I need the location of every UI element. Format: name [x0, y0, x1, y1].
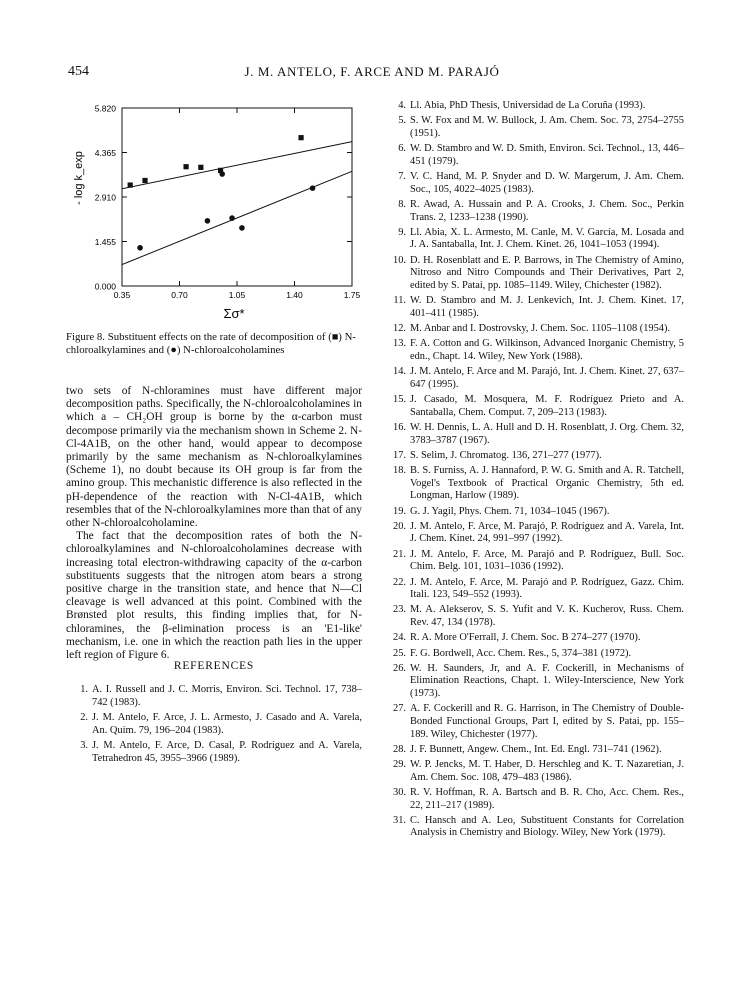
reference-number: 2. [80, 712, 88, 723]
reference-number: 28. [393, 743, 406, 755]
reference-item [384, 648, 684, 661]
reference-item [384, 227, 684, 252]
reference-text: J. Casado, M. Mosquera, M. F. Rodríguez Prieto and A. Santaballa, Chem. Comput. 7, 209–213 (1983). [410, 394, 684, 418]
x-tick-label: 1.40 [286, 290, 303, 300]
reference-text: Ll. Abia, PhD Thesis, Universidad de La Coruña (1993). [410, 100, 646, 111]
page-number: 454 [68, 64, 89, 79]
reference-number: 3. [80, 740, 88, 751]
reference-item [66, 712, 362, 737]
reference-number: 30. [393, 786, 406, 798]
reference-number: 16. [393, 421, 406, 433]
reference-item [384, 100, 684, 113]
data-point-circle [137, 245, 143, 251]
reference-number: 11. [393, 295, 406, 307]
fit-line [122, 171, 352, 264]
figure-8-chart [66, 96, 362, 328]
reference-text: J. M. Antelo, F. Arce, M. Parajó and P. Rodríguez, Gazz. Chim. Itali. 123, 549–552 (1993). [410, 576, 684, 601]
reference-text: J. M. Antelo, F. Arce, M. Parajó and P. Rodríguez, Bull. Soc. Chim. Belg. 101, 1031–1036 (1992). [410, 548, 684, 573]
y-tick-label: 4.365 [94, 148, 116, 158]
reference-number: 18. [393, 465, 406, 477]
y-axis [95, 104, 352, 292]
x-tick-label: 0.70 [171, 290, 188, 300]
reference-number: 1. [80, 684, 88, 695]
reference-item [384, 549, 684, 574]
reference-item [384, 366, 684, 391]
reference-item [384, 171, 684, 196]
reference-item [384, 759, 684, 784]
reference-number: 5. [398, 115, 406, 127]
reference-item [66, 740, 362, 765]
caption-label: Figure 8. [66, 331, 105, 343]
reference-item [384, 521, 684, 546]
reference-item [384, 632, 684, 645]
data-points [128, 135, 316, 251]
data-point-circle [310, 185, 316, 191]
reference-number: 26. [393, 662, 406, 674]
reference-item [384, 199, 684, 224]
data-point-square [298, 135, 303, 140]
reference-text: J. M. Antelo, F. Arce and M. Parajó, Int. J. Chem. Kinet. 27, 637–647 (1995). [410, 366, 684, 390]
running-head: J. M. ANTELO, F. ARCE AND M. PARAJÓ [244, 64, 500, 79]
reference-item [384, 577, 684, 602]
reference-item [384, 604, 684, 629]
fit-lines [122, 142, 352, 265]
reference-item [384, 815, 684, 840]
reference-text: R. V. Hoffman, R. A. Bartsch and B. R. Cho, Acc. Chem. Res., 22, 211–217 (1989). [410, 786, 684, 811]
reference-item [66, 684, 362, 709]
reference-number: 19. [393, 505, 406, 517]
reference-item [384, 115, 684, 140]
reference-item [384, 255, 684, 293]
reference-text: J. M. Antelo, F. Arce, D. Casal, P. Rodríguez and A. Varela, Tetrahedron 45, 3955–3966 (1989). [92, 740, 362, 764]
page-header [60, 64, 684, 84]
data-point-square [128, 182, 133, 187]
reference-text: W. H. Saunders, Jr, and A. F. Cockerill, in Mechanisms of Elimination Reactions, Chapt. 1. Wiley-Interscience, New York (1973). [410, 662, 684, 700]
reference-item [384, 394, 684, 419]
reference-number: 27. [393, 703, 406, 715]
y-tick-label: 5.820 [94, 103, 116, 114]
reference-text: W. D. Stambro and M. J. Lenkevich, Int. J. Chem. Kinet. 17, 401–411 (1985). [410, 295, 684, 319]
reference-number: 23. [393, 604, 406, 616]
reference-text: A. F. Cockerill and R. G. Harrison, in The Chemistry of Double-Bonded Functional Groups, Part I, edited by S. Patai, pp. 155–189. Wiley, Chichester (1977). [410, 703, 684, 740]
body-text [66, 385, 362, 662]
x-tick-label: 1.75 [343, 290, 361, 300]
paragraph: two sets of N-chloramines must have different major decomposition paths. Specifically, the N-chloroalcoholamines in which a – CH₂OH group is borne by the α-carbon must decompose primarily via the mechanism shown in Scheme 2. N-Cl-4A1B, on the other hand, would appear to decompose primarily by the same mechanism as N-chloroalkylamines (Scheme 1), no doubt because its OH group is far from the amino group. This mechanistic difference is also reflected in the pH-dependence of the reaction with N-Cl-4A1B, which resembles that of the N-chloroalkylamines more than that of any other N-chloroalcoholamine. [66, 385, 362, 530]
x-tick-label: 1.05 [228, 290, 246, 300]
y-tick-label: 2.910 [94, 192, 116, 203]
reference-text: R. A. More O'Ferrall, J. Chem. Soc. B 274–277 (1970). [410, 632, 641, 644]
y-tick-label: 1.455 [94, 237, 116, 247]
caption-text: Substituent effects on the rate of decomposition of (■) N-chloroalkylamines and (●) N-chloroalcoholamines [66, 331, 356, 356]
reference-item [384, 744, 684, 757]
reference-number: 7. [398, 171, 406, 183]
paragraph: The fact that the decomposition rates of both the N-chloroalkylamines and N-chloroalcoholamines decrease with increasing total electron-withdrawing capacity of the α-carbon substituents suggests that the nitrogen atom bears a strong positive charge in the transition state, and hence that N—Cl cleavage is well advanced at this point. Combined with the Brønsted plot results, this finding implies that, for N-chloramines, the β-elimination process is an 'E1-like' mechanism, i.e. one in which the reaction path lies in the upper left region of Figure 6. [66, 530, 362, 662]
reference-number: 29. [393, 759, 406, 771]
reference-number: 17. [393, 449, 406, 461]
reference-item [384, 450, 684, 463]
reference-item [384, 323, 684, 336]
reference-text: W. P. Jencks, M. T. Haber, D. Herschleg and K. T. Nazaretian, J. Am. Chem. Soc. 108, 479–483 (1986). [410, 759, 684, 783]
reference-text: S. W. Fox and M. W. Bullock, J. Am. Chem. Soc. 73, 2754–2755 (1951). [410, 115, 684, 139]
x-axis-label: Σσ* [223, 306, 245, 321]
reference-number: 22. [393, 576, 406, 588]
reference-item [384, 506, 684, 519]
reference-number: 4. [398, 100, 406, 111]
reference-item [384, 465, 684, 503]
reference-number: 10. [393, 254, 406, 266]
reference-text: Ll. Abia, X. L. Armesto, M. Canle, M. V. García, M. Losada and J. A. Santaballa, Int. J. Chem. Kinet. 26, 1041–1053 (1994). [410, 226, 684, 251]
reference-item [384, 422, 684, 447]
reference-number: 15. [393, 394, 406, 406]
reference-text: D. H. Rosenblatt and E. P. Barrows, in The Chemistry of Amino, Nitroso and Nitro Compounds and Their Derivatives, Part 2, edited by S. Patai, pp. 1085–1149. Wiley, Chichester (1982). [410, 254, 684, 291]
reference-number: 31. [393, 814, 406, 826]
fit-line [122, 142, 352, 189]
reference-text: B. S. Furniss, A. J. Hannaford, P. W. G. Smith and A. R. Tatchell, Vogel's Textbook of Practical Organic Chemistry, 5th ed. Longman, Harlow (1989). [410, 465, 684, 502]
reference-text: W. H. Dennis, L. A. Hull and D. H. Rosenblatt, J. Org. Chem. 32, 3783–3787 (1967). [410, 421, 684, 446]
reference-item [384, 143, 684, 168]
reference-text: M. Anbar and I. Dostrovsky, J. Chem. Soc. 1105–1108 (1954). [410, 323, 671, 334]
reference-text: J. M. Antelo, F. Arce, J. L. Armesto, J. Casado and A. Varela, An. Quím. 79, 196–204 (1983). [92, 712, 362, 736]
reference-text: W. D. Stambro and W. D. Smith, Environ. Sci. Technol., 13, 446–451 (1979). [410, 143, 684, 167]
data-point-circle [229, 215, 235, 221]
references-list-right [384, 100, 684, 843]
x-tick-label: 0.35 [113, 290, 131, 300]
x-axis [114, 108, 361, 300]
reference-item [384, 703, 684, 741]
reference-number: 13. [393, 338, 406, 350]
data-point-square [198, 165, 203, 170]
reference-number: 6. [398, 143, 406, 155]
reference-number: 8. [398, 198, 406, 210]
reference-text: G. J. Yagil, Phys. Chem. 71, 1034–1045 (1967). [410, 505, 610, 517]
reference-number: 25. [393, 647, 406, 659]
reference-number: 20. [393, 520, 406, 532]
reference-item [384, 787, 684, 812]
reference-item [384, 338, 684, 363]
data-point-square [142, 178, 147, 183]
reference-number: 9. [398, 226, 406, 238]
reference-text: J. F. Bunnett, Angew. Chem., Int. Ed. Engl. 731–741 (1962). [410, 743, 662, 755]
reference-number: 12. [393, 323, 406, 334]
reference-text: M. A. Alekserov, S. S. Yufit and V. K. Kucherov, Russ. Chem. Rev. 47, 134 (1978). [410, 604, 684, 629]
reference-text: C. Hansch and A. Leo, Substituent Constants for Correlation Analysis in Chemistry and Biology. Wiley, New York (1979). [410, 814, 684, 839]
reference-number: 21. [393, 548, 406, 560]
y-axis-label: - log k_exp [73, 151, 85, 205]
reference-number: 24. [393, 632, 406, 644]
data-point-circle [239, 225, 245, 231]
reference-text: F. A. Cotton and G. Wilkinson, Advanced Inorganic Chemistry, 5 edn., Chapt. 14. Wiley, New York (1988). [410, 338, 684, 362]
reference-text: F. G. Bordwell, Acc. Chem. Res., 5, 374–381 (1972). [410, 647, 632, 659]
reference-text: R. Awad, A. Hussain and P. A. Crooks, J. Chem. Soc., Perkin Trans. 2, 1233–1238 (1990). [410, 198, 684, 223]
reference-number: 14. [393, 366, 406, 378]
reference-text: V. C. Hand, M. P. Snyder and D. W. Margerum, J. Am. Chem. Soc., 105, 4022–4025 (1983). [410, 171, 684, 195]
reference-text: S. Selim, J. Chromatog. 136, 271–277 (1977). [410, 449, 602, 461]
data-point-square [183, 164, 188, 169]
references-list-left [66, 684, 362, 768]
data-point-circle [219, 171, 225, 177]
data-point-circle [205, 218, 211, 224]
reference-text: J. M. Antelo, F. Arce, M. Parajó, P. Rodríguez and A. Varela, Int. J. Chem. Kinet. 24, 991–997 (1992). [410, 520, 684, 545]
reference-text: A. I. Russell and J. C. Morris, Environ. Sci. Technol. 17, 738–742 (1983). [92, 684, 362, 708]
reference-item [384, 295, 684, 320]
reference-item [384, 663, 684, 701]
figure-caption [66, 331, 362, 357]
plot-frame [122, 108, 352, 286]
y-tick-label: 0.000 [94, 281, 116, 292]
references-heading: REFERENCES [173, 660, 255, 672]
